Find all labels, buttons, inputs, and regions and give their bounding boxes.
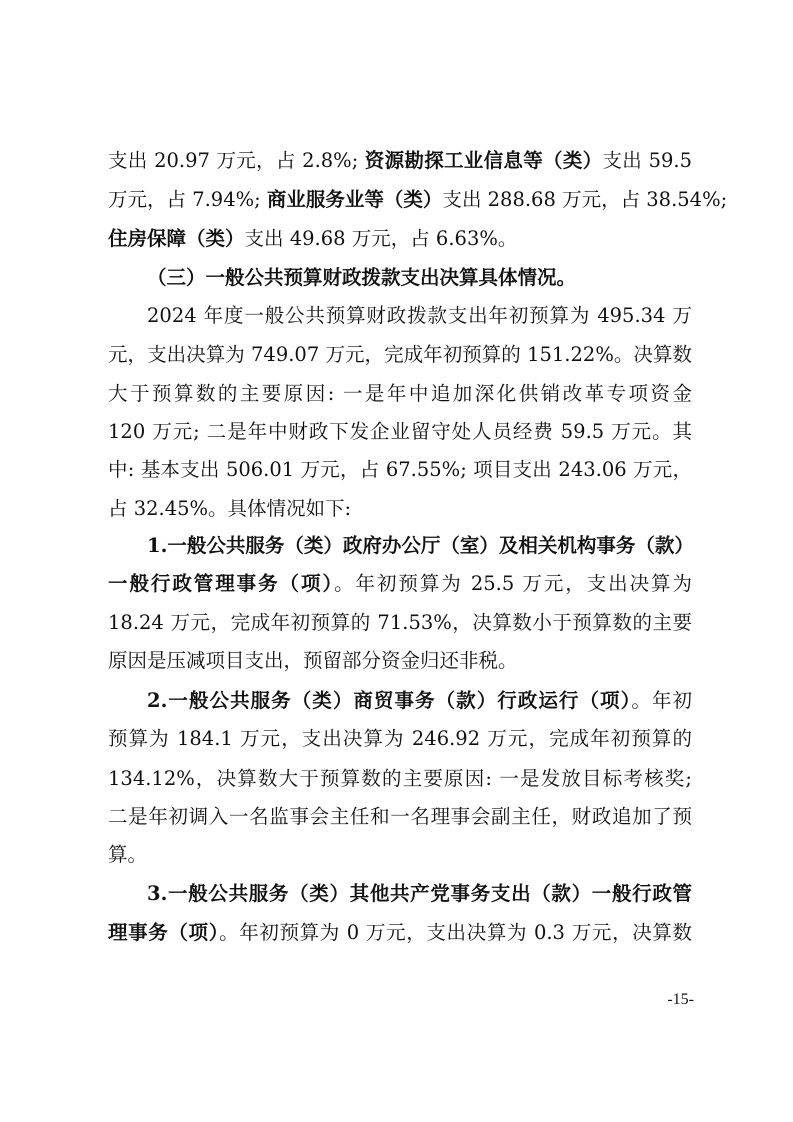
paragraph-text: 支出 20.97 万元，占 2.8%;: [108, 149, 365, 172]
bold-heading-text: 1.一般公共服务（类）政府办公厅（室）及相关机构事务（款）: [147, 534, 694, 557]
paragraph-text: 。年初: [631, 689, 692, 712]
paragraph-text: 2024 年度一般公共预算财政拨款支出年初预算为 495.34 万: [147, 304, 692, 327]
bold-heading-text: （三）一般公共预算财政拨款支出决算具体情况。: [147, 266, 577, 289]
text-line: [108, 455, 692, 485]
bold-heading-text: 资源勘探工业信息等（类）: [364, 149, 603, 172]
text-line: [108, 224, 692, 254]
bold-heading-text: 一般行政管理事务（项）: [108, 572, 335, 595]
paragraph-text: 算。: [108, 843, 148, 866]
paragraph-text: 预算为 184.1 万元，支出决算为 246.92 万元，完成年初预算的: [108, 727, 692, 750]
text-line: [108, 802, 692, 832]
text-line: [108, 340, 692, 370]
bold-heading-text: 3.一般公共服务（类）其他共产党事务支出（款）一般行政管: [147, 882, 692, 905]
paragraph-text: 原因是压减项目支出，预留部分资金归还非税。: [108, 649, 518, 672]
text-line: [108, 918, 692, 948]
paragraph-text: 支出 59.5: [602, 149, 692, 172]
page-number: -15-: [667, 991, 694, 1008]
paragraph-text: 。年初预算为 25.5 万元，支出决算为: [334, 572, 692, 595]
bold-heading-text: 住房保障（类）: [108, 227, 245, 250]
paragraph-text: 134.12%，决算数大于预算数的主要原因: 一是发放目标考核奖;: [108, 767, 692, 790]
text-line: [108, 494, 692, 524]
text-line: [147, 263, 692, 293]
text-line: [108, 724, 692, 754]
text-line: [147, 686, 692, 716]
paragraph-text: 万元，占 7.94%;: [108, 188, 267, 211]
text-line: [147, 531, 692, 561]
text-line: [108, 764, 692, 794]
text-line: [108, 569, 692, 599]
bold-heading-text: 2.一般公共服务（类）商贸事务（款）行政运行（项）: [147, 689, 632, 712]
paragraph-text: 元，支出决算为 749.07 万元，完成年初预算的 151.22%。决算数: [108, 343, 692, 366]
paragraph-text: 。年初预算为 0 万元，支出决算为 0.3 万元，决算数: [219, 921, 692, 944]
paragraph-text: 18.24 万元，完成年初预算的 71.53%，决算数小于预算数的主要: [108, 611, 692, 634]
text-line: [108, 417, 692, 447]
paragraph-text: 支出 288.68 万元，占 38.54%;: [442, 188, 728, 211]
text-line: [108, 146, 692, 176]
text-line: [108, 608, 692, 638]
text-line: [147, 301, 692, 331]
text-line: [108, 185, 728, 215]
paragraph-text: 120 万元; 二是年中财政下发企业留守处人员经费 59.5 万元。其: [108, 420, 692, 443]
paragraph-text: 大于预算数的主要原因: 一是年中追加深化供销改革专项资金: [108, 382, 692, 405]
bold-heading-text: 商业服务业等（类）: [266, 188, 443, 211]
paragraph-text: 支出 49.68 万元，占 6.63%。: [244, 227, 518, 250]
paragraph-text: 中: 基本支出 506.01 万元，占 67.55%; 项目支出 243.06 万元，: [108, 458, 692, 481]
paragraph-text: 二是年初调入一名监事会主任和一名理事会副主任，财政追加了预: [108, 805, 692, 828]
text-line: [108, 840, 692, 870]
paragraph-text: 占 32.45%。具体情况如下:: [108, 497, 352, 520]
text-line: [108, 646, 692, 676]
bold-heading-text: 理事务（项）: [108, 921, 220, 944]
text-line: [147, 879, 692, 909]
text-line: [108, 379, 692, 409]
